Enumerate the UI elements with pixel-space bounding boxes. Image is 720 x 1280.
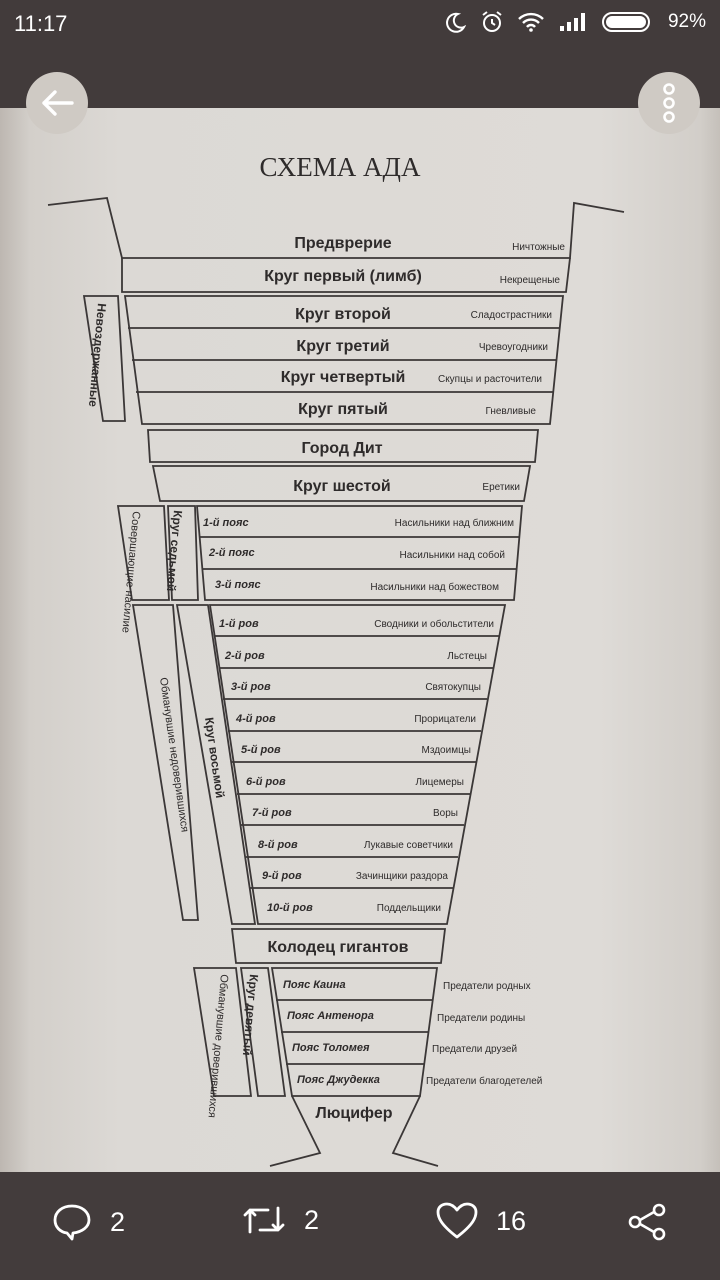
circle-5-label: Круг пятый — [298, 401, 388, 418]
moon-icon — [444, 11, 466, 33]
ditch-3-label: 3-й ров — [231, 681, 271, 693]
battery-percent: 92% — [667, 11, 706, 32]
reply-action[interactable] — [52, 1202, 125, 1242]
circle-3-label: Круг третий — [296, 338, 390, 355]
belt-1-label: 1-й пояс — [203, 517, 249, 529]
caina-label: Пояс Каина — [283, 979, 346, 991]
ditch-6-note: Лицемеры — [415, 777, 464, 788]
limbo-note: Некрещеные — [499, 275, 560, 286]
ditch-7-note: Воры — [433, 808, 458, 819]
arrow-left-icon — [39, 88, 75, 118]
ditch-3-note: Святокупцы — [425, 682, 481, 693]
photo-viewer — [0, 108, 720, 1172]
tweet-actions-bar — [0, 1172, 720, 1280]
ditch-4-note: Прорицатели — [414, 714, 476, 725]
belt-1-note: Насильники над ближним — [394, 518, 514, 529]
circle-7-label: Круг седьмой — [163, 509, 185, 592]
ditch-10-note: Поддельщики — [376, 903, 441, 914]
fraud-bracket — [133, 605, 198, 920]
circle-6-note: Еретики — [482, 482, 520, 493]
vestibule-note: Ничтожные — [512, 242, 565, 253]
toolbar — [0, 50, 720, 108]
circle-2-label: Круг второй — [295, 306, 391, 323]
belt-2-note: Насильники над собой — [399, 550, 505, 561]
battery-icon — [602, 11, 654, 33]
circle-2-note: Сладострастники — [470, 310, 552, 321]
ditch-1-note: Сводники и обольстители — [374, 619, 494, 630]
circle-9-label: Круг девятый — [239, 973, 261, 1057]
like-count: 16 — [496, 1205, 527, 1236]
share-action[interactable] — [626, 1202, 668, 1242]
ditch-9-note: Зачинщики раздора — [355, 871, 448, 882]
ditch-6-label: 6-й ров — [246, 776, 286, 788]
belt-3-note: Насильники над божеством — [370, 582, 499, 593]
traitors-label: Обманувшие доверившихся — [205, 973, 230, 1119]
retweet-icon — [242, 1202, 286, 1238]
more-vertical-icon — [662, 83, 676, 123]
judecca-note: Предатели благодетелей — [426, 1076, 543, 1087]
heart-icon — [436, 1202, 478, 1240]
share-icon — [626, 1202, 668, 1242]
judecca-label: Пояс Джудекка — [297, 1074, 380, 1086]
belt-2-label: 2-й пояс — [209, 547, 255, 559]
circle-4-note: Скупцы и расточители — [437, 374, 542, 385]
antenora-note: Предатели родины — [437, 1013, 526, 1024]
circle-3-note: Чревоугодники — [478, 342, 548, 353]
signal-icon — [558, 12, 588, 32]
more-options-button[interactable] — [638, 72, 700, 134]
circle-5-note: Гневливые — [485, 406, 536, 417]
retweet-action[interactable] — [242, 1202, 319, 1238]
ditch-2-label: 2-й ров — [225, 650, 265, 662]
ditch-9-label: 9-й ров — [262, 870, 302, 882]
back-button[interactable] — [26, 72, 88, 134]
circle-8-label: Круг восьмой — [202, 716, 228, 800]
lucifer-label: Люцифер — [315, 1105, 393, 1122]
ditch-2-note: Льстецы — [447, 651, 487, 662]
ptolomea-label: Пояс Толомея — [292, 1042, 370, 1054]
like-action[interactable] — [436, 1202, 526, 1240]
status-time: 11:17 — [14, 11, 68, 36]
ditch-4-label: 4-й ров — [236, 713, 276, 725]
status-icons — [444, 10, 706, 34]
wifi-icon — [518, 12, 544, 32]
reply-icon — [52, 1202, 92, 1242]
limbo-label: Круг первый (лимб) — [264, 268, 422, 285]
ptolomea-note: Предатели друзей — [432, 1044, 518, 1055]
violent-label: Совершающие насилие — [119, 510, 142, 634]
ditch-5-note: Мздоимцы — [421, 745, 471, 756]
retweet-count: 2 — [304, 1204, 320, 1235]
belt-3-label: 3-й пояс — [215, 579, 261, 591]
hell-diagram — [0, 108, 720, 1172]
status-bar — [0, 0, 720, 50]
ditch-8-label: 8-й ров — [258, 839, 298, 851]
ditch-7-label: 7-й ров — [252, 807, 292, 819]
fraud-label: Обманувшие недоверившихся — [157, 676, 191, 833]
caina-note: Предатели родных — [443, 981, 531, 992]
reply-count: 2 — [110, 1206, 126, 1237]
incontinence-label: Невоздержанные — [85, 302, 109, 408]
circle-4-label: Круг четвертый — [280, 369, 406, 386]
alarm-icon — [480, 10, 504, 34]
antenora-label: Пояс Антенора — [287, 1010, 374, 1022]
well-label: Колодец гигантов — [267, 939, 409, 956]
ditch-8-note: Лукавые советчики — [363, 840, 453, 851]
vestibule-label: Предврерие — [294, 235, 392, 252]
dis-label: Город Дит — [301, 440, 383, 457]
circle-6-label: Круг шестой — [293, 478, 391, 495]
ditch-10-label: 10-й ров — [267, 902, 313, 914]
ditch-5-label: 5-й ров — [241, 744, 281, 756]
ditch-1-label: 1-й ров — [219, 618, 259, 630]
diagram-title: СХЕМА АДА — [259, 152, 421, 182]
circle-8-row-labels — [219, 618, 494, 914]
